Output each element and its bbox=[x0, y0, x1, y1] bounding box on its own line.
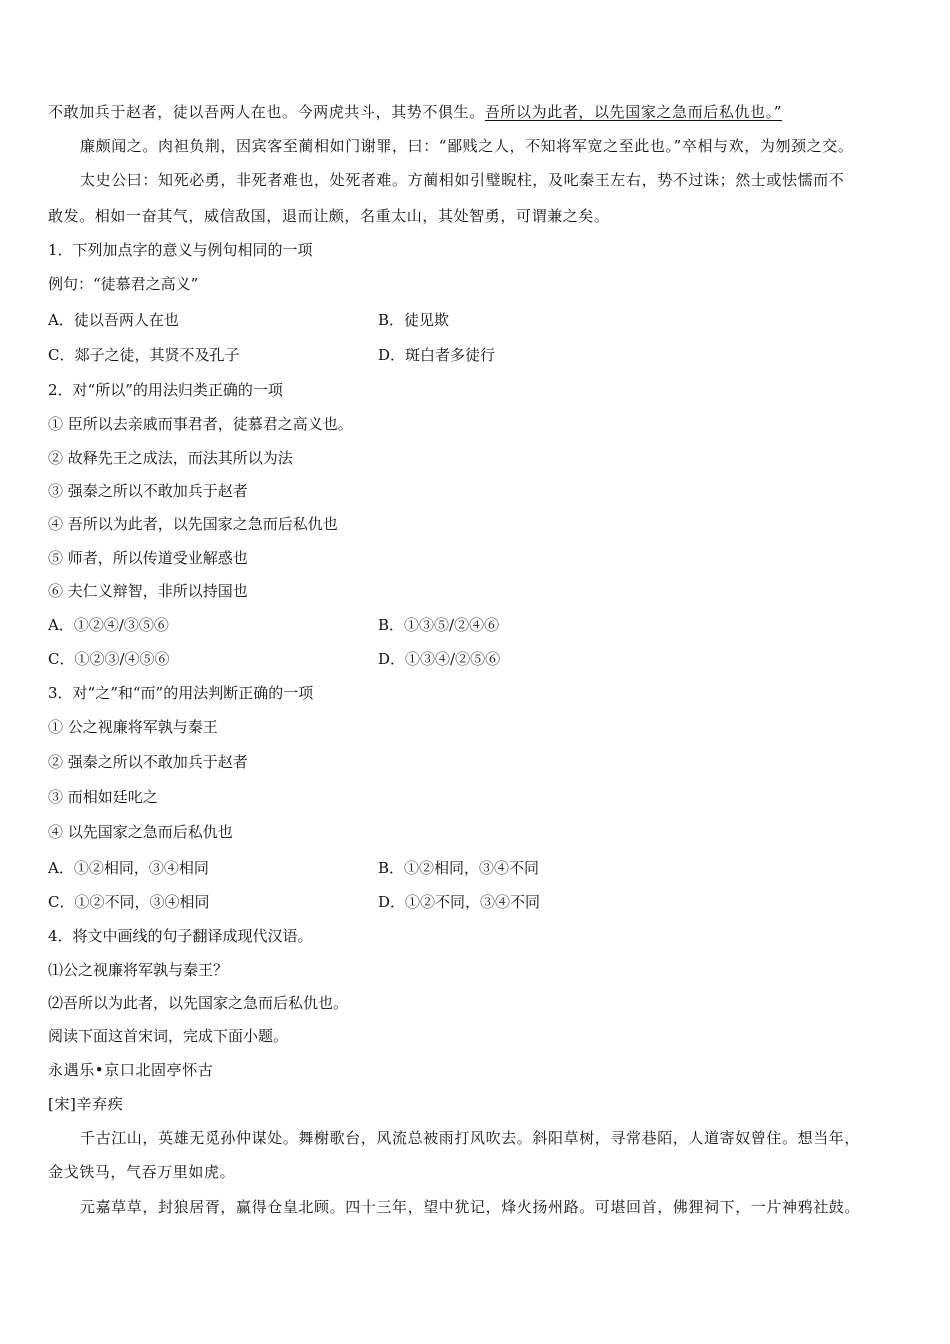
question-3-option-a: A．①②相同，③④相同 bbox=[48, 859, 209, 877]
passage-text: 不敢加兵于赵者，徒以吾两人在也。今两虎共斗，其势不俱生。 bbox=[48, 103, 485, 121]
question-2-item: ⑤ 师者，所以传道受业解惑也 bbox=[48, 549, 248, 567]
question-2-option-a: A．①②④/③⑤⑥ bbox=[48, 616, 169, 634]
question-1-option-b: B．徒见欺 bbox=[378, 311, 450, 329]
question-3-option-b: B．①②相同，③④不同 bbox=[378, 859, 540, 877]
question-4-stem: 4．将文中画线的句子翻译成现代汉语。 bbox=[48, 927, 313, 945]
question-3-option-c: C．①②不同，③④相同 bbox=[48, 893, 210, 911]
question-2-item: ① 臣所以去亲戚而事君者，徒慕君之高义也。 bbox=[48, 415, 353, 433]
question-2-option-c: C．①②③/④⑤⑥ bbox=[48, 650, 170, 668]
question-2-stem: 2．对“所以”的用法归类正确的一项 bbox=[48, 381, 283, 399]
question-1-option-a: A．徒以吾两人在也 bbox=[48, 311, 179, 329]
question-2-item: ② 故释先王之成法，而法其所以为法 bbox=[48, 449, 293, 467]
poem-line-3: 元嘉草草，封狼居胥，赢得仓皇北顾。四十三年，望中犹记，烽火扬州路。可堪回首，佛狸祠下，一片神鸦社鼓。 bbox=[80, 1198, 861, 1216]
question-1-option-c: C．郯子之徒，其贤不及孔子 bbox=[48, 346, 240, 364]
question-3-stem: 3．对“之”和“而”的用法判断正确的一项 bbox=[48, 684, 314, 702]
question-1-option-d: D．斑白者多徒行 bbox=[378, 346, 496, 364]
question-2-item: ③ 强秦之所以不敢加兵于赵者 bbox=[48, 482, 248, 500]
passage-line-1 bbox=[48, 102, 782, 122]
question-3-item: ④ 以先国家之急而后私仇也 bbox=[48, 823, 233, 841]
question-1-stem: 1．下列加点字的意义与例句相同的一项 bbox=[48, 241, 313, 259]
passage-line-4: 敢发。相如一奋其气，威信敌国，退而让颇，名重太山，其处智勇，可谓兼之矣。 bbox=[48, 207, 610, 225]
question-3-item: ② 强秦之所以不敢加兵于赵者 bbox=[48, 753, 248, 771]
passage-line-2: 廉颇闻之。肉袒负荆，因宾客至蔺相如门谢罪，曰：“鄙贱之人，不知将军宽之至此也。”卒相与欢，为刎颈之交。 bbox=[80, 137, 854, 155]
poem-author: [宋]辛弃疾 bbox=[48, 1095, 124, 1113]
question-3-item: ③ 而相如廷叱之 bbox=[48, 788, 158, 806]
question-2-item: ⑥ 夫仁义辩智，非所以持国也 bbox=[48, 582, 248, 600]
question-2-item: ④ 吾所以为此者，以先国家之急而后私仇也 bbox=[48, 515, 338, 533]
poem-title: 永遇乐•京口北固亭怀古 bbox=[48, 1061, 214, 1079]
question-3-option-d: D．①②不同，③④不同 bbox=[378, 893, 541, 911]
passage-line-3: 太史公曰：知死必勇，非死者难也，处死者难。方蔺相如引璧睨柱，及叱秦王左右，势不过诛；然士或怯懦而不 bbox=[80, 171, 845, 189]
poem-line-1: 千古江山，英雄无觅孙仲谋处。舞榭歌台，风流总被雨打风吹去。斜阳草树，寻常巷陌，人道寄奴曾住。想当年， bbox=[80, 1129, 861, 1147]
question-4-item: ⑵吾所以为此者，以先国家之急而后私仇也。 bbox=[48, 994, 349, 1012]
underlined-sentence: 吾所以为此者，以先国家之急而后私仇也。” bbox=[484, 103, 782, 121]
poem-line-2: 金戈铁马，气吞万里如虎。 bbox=[48, 1163, 236, 1181]
question-3-item: ① 公之视廉将军孰与秦王 bbox=[48, 718, 218, 736]
question-1-example: 例句：“徒慕君之高义” bbox=[48, 275, 199, 293]
question-2-option-d: D．①③④/②⑤⑥ bbox=[378, 650, 501, 668]
question-4-item: ⑴公之视廉将军孰与秦王？ bbox=[48, 961, 229, 979]
question-2-option-b: B．①③⑤/②④⑥ bbox=[378, 616, 500, 634]
poem-intro: 阅读下面这首宋词，完成下面小题。 bbox=[48, 1027, 289, 1045]
